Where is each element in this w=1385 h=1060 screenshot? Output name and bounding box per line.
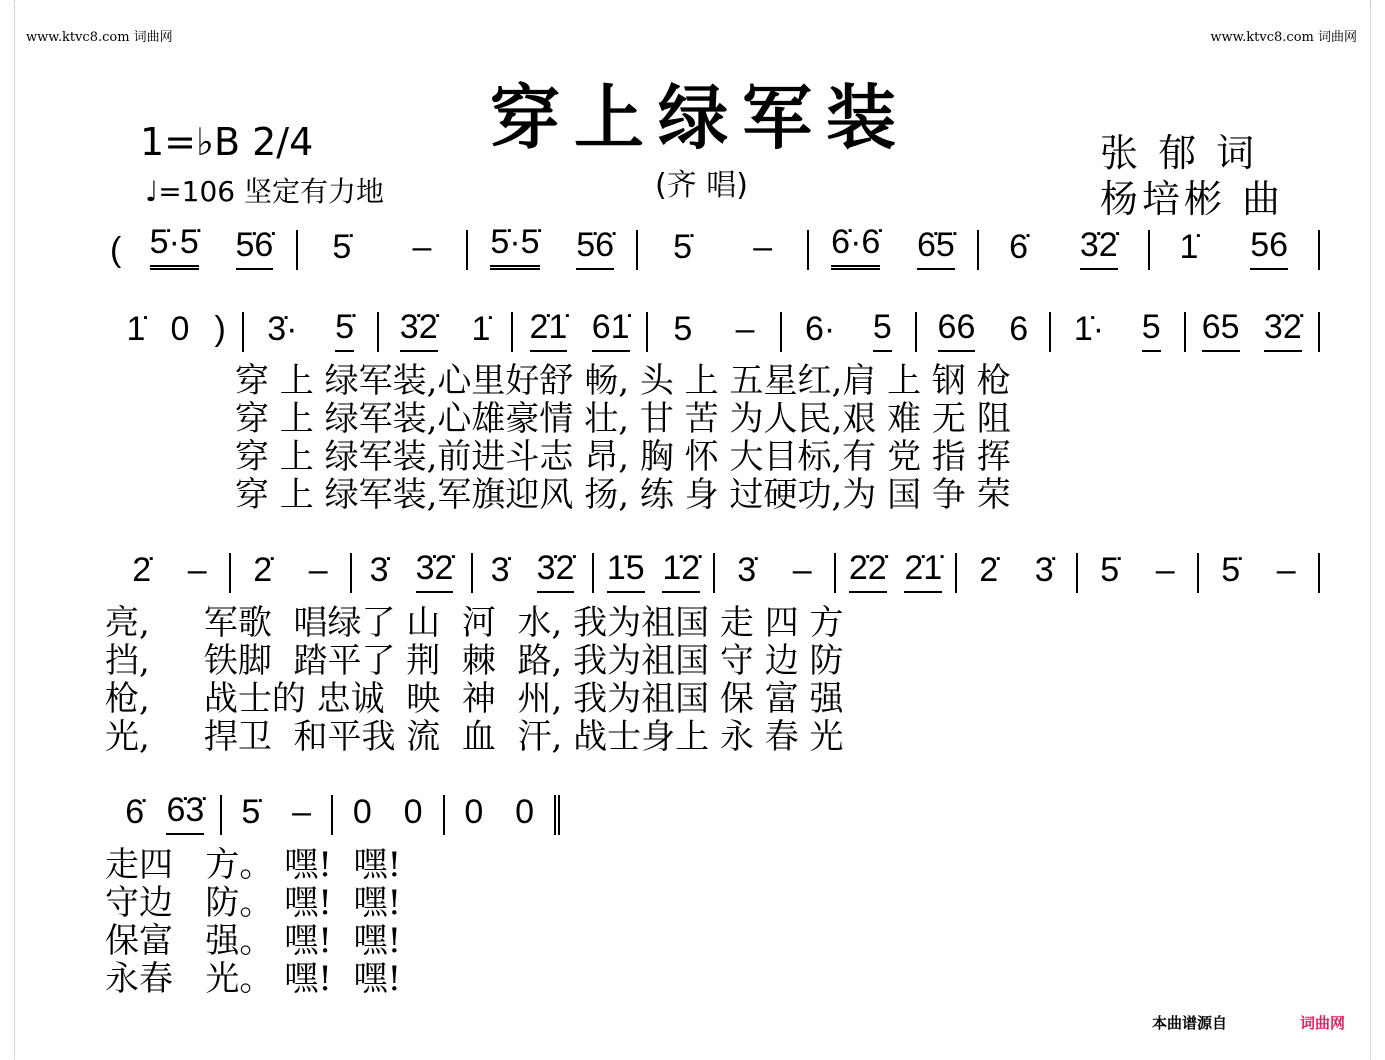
note-group: 2̇: [979, 551, 999, 589]
note-group: 3̇2̇: [1264, 310, 1302, 352]
measure: [127, 223, 297, 270]
note-group: 2̇: [253, 551, 273, 589]
note-group: 0: [403, 793, 423, 831]
measure: [715, 553, 836, 593]
note-group: 5: [1142, 310, 1161, 352]
note-group: –: [1276, 551, 1296, 589]
lyric-verse-line: 穿 上 绿军装,前进斗志 昂, 胸 怀 大目标,有 党 指 挥: [235, 437, 1011, 477]
measure: [917, 308, 1051, 352]
note-group: 5̇: [332, 228, 352, 266]
note-group: 3̇2̇: [400, 310, 438, 352]
note-group: 2̇1̇: [904, 551, 942, 593]
measure: [473, 549, 594, 593]
note-group: 6̇: [125, 793, 145, 831]
note-group: 3̇: [490, 551, 510, 589]
note-group: 6̇·6̇: [831, 225, 880, 270]
note-group: ): [214, 310, 226, 348]
notation-row-2: [110, 292, 1320, 352]
measure: [445, 795, 561, 835]
note-group: –: [735, 310, 755, 348]
note-group: 5̇·5̇: [490, 225, 539, 270]
lyric-verse-line: 走四 方。 嘿! 嘿!: [105, 845, 402, 885]
watermark-left: www.ktvc8.com 词曲网: [26, 30, 173, 45]
lyric-verse-line: 穿 上 绿军装,心雄豪情 壮, 甘 苦 为人民,艰 难 无 阻: [235, 399, 1011, 439]
note-group: 5̇: [1100, 551, 1120, 589]
measure: [1199, 553, 1320, 593]
note-group: 2̇2̇: [849, 551, 887, 593]
notation-row-3: [110, 533, 1320, 593]
note-group: 3̇2̇: [416, 551, 454, 593]
note-group: –: [292, 793, 312, 831]
measure: [468, 223, 638, 270]
lyric-verse-line: 亮, 军歌 唱绿了 山 河 水, 我为祖国 走 四 方: [105, 603, 844, 643]
left-margin-strip: [0, 0, 15, 1060]
note-group: 56: [1250, 228, 1288, 270]
note-group: 1̇2̇: [662, 551, 700, 593]
measure: [1078, 553, 1199, 593]
measure: [648, 312, 782, 352]
measure: [231, 553, 352, 593]
measure: [836, 549, 957, 593]
key-signature: 1=♭B 2/4: [140, 120, 314, 164]
measure: [110, 312, 244, 352]
measure: [809, 223, 979, 270]
lyrics-block-1: [235, 362, 1011, 514]
note-group: 2̇1̇: [530, 310, 568, 352]
note-group: 3̇: [737, 551, 757, 589]
note-group: 66: [938, 310, 976, 352]
measure: [638, 230, 808, 270]
measure: [513, 308, 647, 352]
note-group: 1̇·: [1073, 310, 1105, 348]
note-group: 5: [673, 310, 693, 348]
note-group: 1̇5: [607, 551, 645, 593]
song-title: 穿上绿军装: [490, 76, 910, 159]
measure: [379, 308, 513, 352]
measure: [352, 549, 473, 593]
lyric-verse-line: 枪, 战士的 忠诚 映 神 州, 我为祖国 保 富 强: [105, 679, 844, 719]
measure: [1051, 308, 1185, 352]
measure: [782, 308, 916, 352]
note-group: 0: [464, 793, 484, 831]
measure: [1186, 308, 1320, 352]
note-group: 5̇: [241, 793, 261, 831]
note-group: 0: [515, 793, 535, 831]
lyrics-block-3: [105, 846, 401, 998]
note-group: 3̇·: [267, 310, 298, 348]
composer: 杨培彬 曲: [1100, 177, 1285, 221]
note-group: 6·: [805, 310, 836, 348]
note-group: 5̇: [673, 228, 692, 266]
tempo-marking: ♩=106 坚定有力地: [145, 175, 385, 208]
measure: [594, 549, 715, 593]
note-group: 0: [170, 310, 190, 348]
note-group: 3̇2̇: [537, 551, 575, 593]
note-group: 6̇5̇: [917, 228, 955, 270]
note-group: 5̇6̇: [576, 228, 614, 270]
note-group: 3̇: [1034, 551, 1054, 589]
note-group: 61̇: [592, 310, 630, 352]
measure: [298, 230, 468, 270]
note-group: –: [308, 551, 328, 589]
measure: [957, 553, 1078, 593]
note-group: 5̇6̇: [236, 228, 274, 270]
note-group: 5̇: [1221, 551, 1241, 589]
subtitle: (齐 唱): [655, 168, 748, 203]
note-group: 6̇3̇: [166, 793, 204, 835]
note-group: –: [792, 551, 812, 589]
lyricist: 张 郁 词: [1100, 131, 1259, 175]
note-group: 1̇: [471, 310, 491, 348]
note-group: 5̇: [335, 310, 354, 352]
notation-row-1: [110, 210, 1320, 270]
lyric-verse-line: 守边 防。 嘿! 嘿!: [105, 883, 402, 923]
measure: [979, 226, 1149, 270]
note-group: 1̇: [126, 310, 146, 348]
note-group: 6̇: [1009, 228, 1029, 266]
footer-source: 本曲谱源自: [1152, 1014, 1228, 1032]
note-group: –: [187, 551, 207, 589]
note-group: 1̇: [1179, 228, 1199, 266]
lyric-verse-line: 穿 上 绿军装,军旗迎风 扬, 练 身 过硬功,为 国 争 荣: [235, 475, 1011, 515]
measure: [110, 791, 222, 835]
note-group: 0: [352, 793, 372, 831]
notation-row-4: [110, 775, 560, 835]
note-group: –: [412, 228, 432, 266]
watermark-right: www.ktvc8.com 词曲网: [1210, 30, 1357, 45]
lyrics-block-2: [105, 604, 844, 756]
note-group: –: [1155, 551, 1175, 589]
lyric-verse-line: 保富 强。 嘿! 嘿!: [105, 921, 402, 961]
note-group: 5̇·5̇: [150, 225, 199, 270]
note-group: 2̇: [132, 551, 152, 589]
note-group: 3̇: [369, 551, 389, 589]
note-group: 6: [1009, 310, 1029, 348]
lyric-verse-line: 挡, 铁脚 踏平了 荆 棘 路, 我为祖国 守 边 防: [105, 641, 844, 681]
right-margin-strip: [1370, 0, 1385, 1060]
measure: [110, 553, 231, 593]
note-group: –: [753, 228, 773, 266]
note-group: 65: [1202, 310, 1240, 352]
repeat-open-paren: (: [110, 231, 122, 269]
note-group: 5: [873, 310, 892, 352]
lyric-verse-line: 永春 光。 嘿! 嘿!: [105, 959, 402, 999]
measure: [333, 795, 445, 835]
lyric-verse-line: 穿 上 绿军装,心里好舒 畅, 头 上 五星红,肩 上 钢 枪: [235, 361, 1011, 401]
measure: [244, 308, 378, 352]
note-group: 3̇2̇: [1080, 228, 1118, 270]
lyric-verse-line: 光, 捍卫 和平我 流 血 汗, 战士身上 永 春 光: [105, 717, 844, 757]
measure: [222, 795, 334, 835]
footer-site-link[interactable]: 词曲网: [1300, 1014, 1346, 1032]
measure: [1150, 226, 1320, 270]
